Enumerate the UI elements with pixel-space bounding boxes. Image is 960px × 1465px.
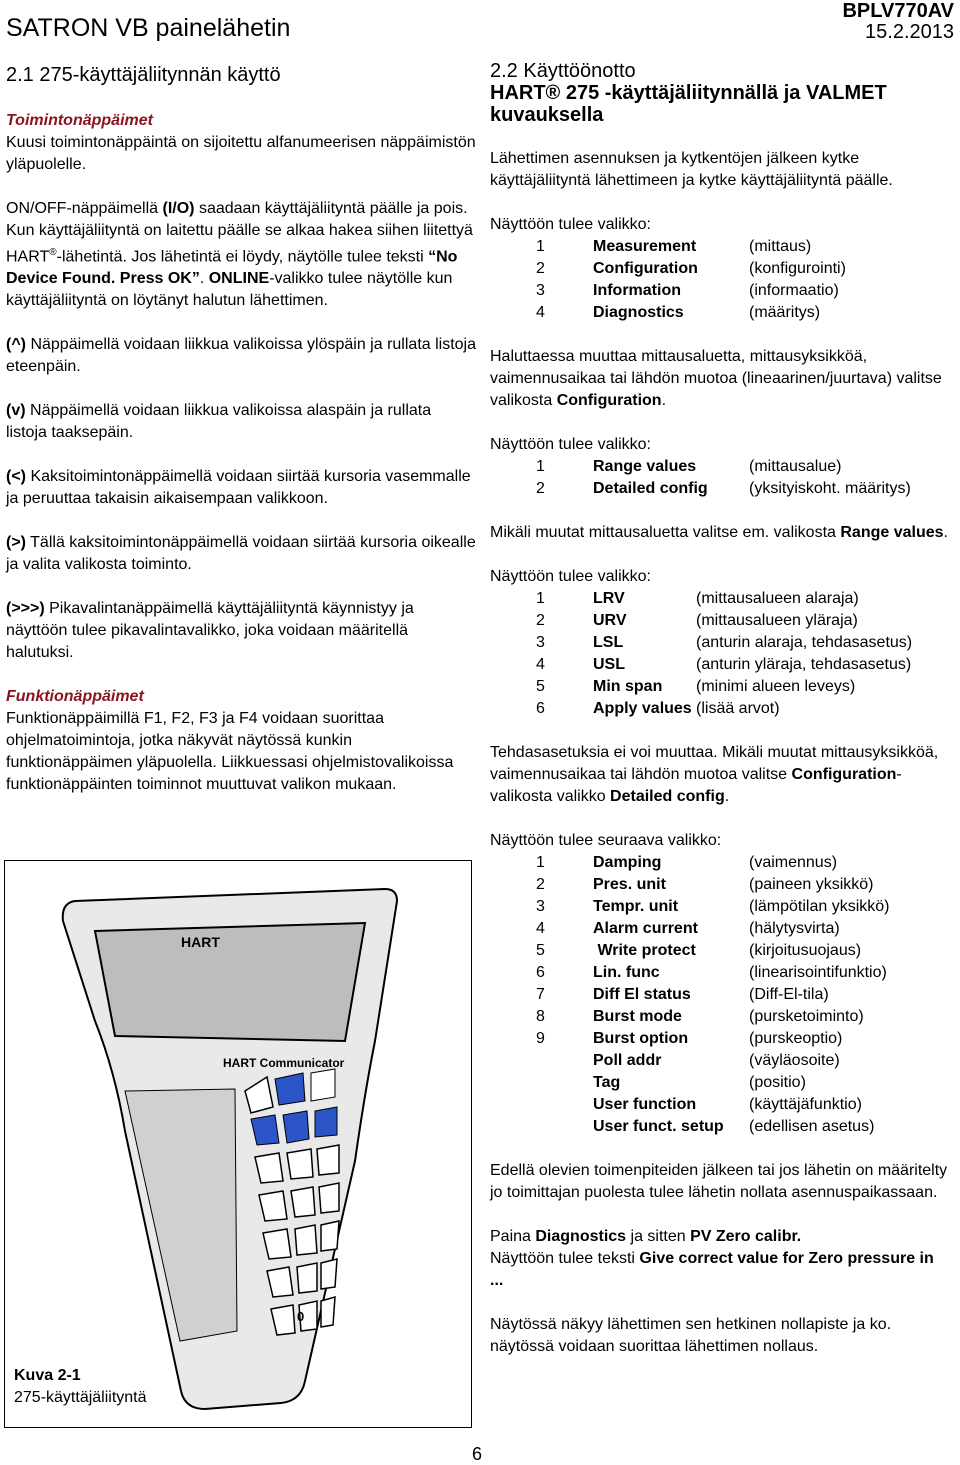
- menu-row: [536, 1116, 889, 1138]
- menu-row: [536, 896, 889, 918]
- menu-row-description: (informaatio): [749, 282, 839, 299]
- section-heading-2-1: 2.1 275-käyttäjäliitynnän käyttö: [6, 64, 281, 86]
- menu-row-description: (konfigurointi): [749, 260, 846, 277]
- menu-row-item: Diff El status: [593, 986, 691, 1003]
- menu-main: [536, 236, 846, 324]
- menu-row-item: Write protect: [593, 942, 696, 959]
- figure-hart-communicator: [4, 860, 472, 1428]
- menu-row: [536, 1028, 889, 1050]
- menu-row-description: (kirjoitusuojaus): [749, 942, 862, 959]
- document-code: BPLV770AV: [842, 0, 954, 22]
- menu4-intro: Näyttöön tulee seuraava valikko:: [490, 832, 722, 849]
- menu-row-description: (lisää arvot): [696, 700, 780, 717]
- menu-row-number: [536, 1094, 593, 1116]
- menu-row-description: (vaimennus): [749, 854, 838, 871]
- paragraph-left-key: (<) Kaksitoimintonäppäimellä voidaan siirtää kursoria vasemmalle ja peruuttaa takaisin aikaisempaan valikkoon.: [6, 468, 471, 508]
- menu-row-item: LSL: [593, 634, 624, 651]
- menu-row: [536, 588, 912, 610]
- menu-row-item: Poll addr: [593, 1052, 662, 1069]
- menu-row-description: (väyläosoite): [749, 1052, 840, 1069]
- menu-row: [536, 984, 889, 1006]
- menu-row-number: 4: [536, 304, 545, 321]
- menu-row-description: (mittausalueen alaraja): [696, 590, 859, 607]
- menu-row-item: LRV: [593, 590, 625, 607]
- menu-row: [536, 236, 846, 258]
- paragraph-diagnostics: Paina Diagnostics ja sitten PV Zero calibr. Näyttöön tulee teksti Give correct value for Zero pressure in ...: [490, 1228, 934, 1289]
- paragraph-install: Lähettimen asennuksen ja kytkentöjen jälkeen kytke käyttäjäliityntä lähettimeen ja kytke käyttäjäliityntä päälle.: [490, 150, 893, 189]
- menu-row: [536, 302, 846, 324]
- page-title: SATRON VB painelähetin: [6, 14, 291, 42]
- menu-row-description: (mittausalue): [749, 458, 842, 475]
- menu-row-item: User function: [593, 1096, 697, 1113]
- menu-row: [536, 258, 846, 280]
- menu-row-description: (Diff-El-tila): [749, 986, 829, 1003]
- paragraph-zero: Näytössä näkyy lähettimen sen hetkinen nollapiste ja ko. näytössä voidaan suorittaa lähettimen nollaus.: [490, 1316, 892, 1355]
- menu-row: [536, 478, 911, 500]
- menu-row-number: 5: [536, 942, 545, 959]
- device-label: HART Communicator: [223, 1056, 345, 1070]
- menu-row: [536, 1094, 889, 1116]
- subheading-f-keys: Funktionäppäimet: [6, 688, 144, 706]
- menu-row-number: 1: [536, 458, 545, 475]
- menu-row-number: 1: [536, 854, 545, 871]
- menu-row: [536, 874, 889, 896]
- menu-row: [536, 610, 912, 632]
- paragraph-configuration: Haluttaessa muuttaa mittausaluetta, mittausyksikköä, vaimennusaikaa tai lähdön muotoa (lineaarinen/juurtava) valitse valikosta Configuration.: [490, 348, 942, 409]
- menu-row-number: 1: [536, 590, 545, 607]
- menu3-intro: Näyttöön tulee valikko:: [490, 568, 651, 585]
- menu-detailed-config: [536, 852, 889, 1138]
- menu-row: [536, 918, 889, 940]
- svg-text:0: 0: [297, 1309, 305, 1324]
- menu-row-number: 2: [536, 480, 545, 497]
- document-date: 15.2.2013: [865, 21, 954, 43]
- menu-row-item: User funct. setup: [593, 1118, 724, 1135]
- menu-row-number: 5: [536, 678, 545, 695]
- menu-row-number: 3: [536, 282, 545, 299]
- menu-row: [536, 280, 846, 302]
- menu-row-item: Burst mode: [593, 1008, 682, 1025]
- menu-row-number: 3: [536, 898, 545, 915]
- menu-row: [536, 1050, 889, 1072]
- menu-row-description: (pursketoiminto): [749, 1008, 864, 1025]
- menu-row-item: Alarm current: [593, 920, 698, 937]
- menu-row-number: 6: [536, 964, 545, 981]
- menu1-intro: Näyttöön tulee valikko:: [490, 216, 651, 233]
- paragraph-hotkey: (>>>) Pikavalintanäppäimellä käyttäjäliityntä käynnistyy ja näyttöön tulee pikavalintavalikko, joka voidaan määritellä halutuksi.: [6, 600, 414, 662]
- menu-row-number: 4: [536, 656, 545, 673]
- menu-row-description: (positio): [749, 1074, 806, 1091]
- menu-row-item: Diagnostics: [593, 304, 684, 321]
- menu-row-item: URV: [593, 612, 627, 629]
- paragraph-detailed: Tehdasasetuksia ei voi muuttaa. Mikäli muutat mittausyksikköä, vaimennusaikaa tai lähdön muotoa valitse Configuration-valikosta valikko Detailed config.: [490, 744, 939, 805]
- menu-row-item: Tag: [593, 1074, 621, 1091]
- menu-row-number: 1: [536, 238, 545, 255]
- figure-caption: Kuva 2-1 275-käyttäjäliityntä: [14, 1367, 147, 1406]
- menu-row-description: (lämpötilan yksikkö): [749, 898, 890, 915]
- menu-row-number: 9: [536, 1030, 545, 1047]
- menu-row-description: (anturin yläraja, tehdasasetus): [696, 656, 912, 673]
- menu-row-description: (hälytysvirta): [749, 920, 840, 937]
- menu-row: [536, 1072, 889, 1094]
- section-subheading-hart: HART® 275 -käyttäjäliitynnällä ja VALMET kuvauksella: [490, 82, 887, 126]
- menu-row-item: Detailed config: [593, 480, 708, 497]
- paragraph-f-keys: Funktionäppäimillä F1, F2, F3 ja F4 voidaan suorittaa ohjelmatoimintoja, jotka näkyvät näytössä kunkin funktionäppäimen yläpuolella. Liikkuessasi ohjelmistovalikoissa funktionäppäinten toiminnot muuttuvat valikon mukaan.: [6, 710, 454, 794]
- menu-row-number: 2: [536, 612, 545, 629]
- paragraph-up-key: (^) Näppäimellä voidaan liikkua valikoissa ylöspäin ja rullata listoja eteenpäin.: [6, 336, 477, 376]
- menu-row-description: (yksityiskoht. määritys): [749, 480, 911, 497]
- menu-row-description: (linearisointifunktio): [749, 964, 887, 981]
- menu-row-number: 3: [536, 634, 545, 651]
- menu-row-number: 2: [536, 260, 545, 277]
- paragraph-reset: Edellä olevien toimenpiteiden jälkeen tai jos lähetin on määritelty jo toimittajan puolesta tulee lähetin nollata asennuspaikassaan.: [490, 1162, 948, 1201]
- menu-row-item: Pres. unit: [593, 876, 666, 893]
- menu-row-item: Configuration: [593, 260, 698, 277]
- menu-row-number: [536, 1050, 593, 1072]
- menu-row: [536, 962, 889, 984]
- menu-row-description: (määritys): [749, 304, 821, 321]
- menu-row-description: (purskeoptio): [749, 1030, 843, 1047]
- menu-row: [536, 1006, 889, 1028]
- menu-row-item: Damping: [593, 854, 662, 871]
- menu-row-number: 8: [536, 1008, 545, 1025]
- menu-row: [536, 940, 889, 962]
- paragraph-function-keys: Kuusi toimintonäppäintä on sijoitettu alfanumeerisen näppäimistön yläpuolelle.: [6, 134, 476, 173]
- section-heading-2-2: 2.2 Käyttöönotto: [490, 60, 636, 82]
- menu-row-number: 6: [536, 700, 545, 717]
- menu-row-item: Tempr. unit: [593, 898, 679, 915]
- menu-row: [536, 632, 912, 654]
- menu-row-description: (mittaus): [749, 238, 812, 255]
- menu-row-description: (käyttäjäfunktio): [749, 1096, 862, 1113]
- menu-row-item: Measurement: [593, 238, 697, 255]
- menu-row: [536, 852, 889, 874]
- left-column: [6, 64, 476, 796]
- menu-row-number: [536, 1116, 593, 1138]
- menu-row-number: 4: [536, 920, 545, 937]
- menu-row-item: Burst option: [593, 1030, 689, 1047]
- menu-row-description: (anturin alaraja, tehdasasetus): [696, 634, 913, 651]
- menu-row-description: (paineen yksikkö): [749, 876, 874, 893]
- hart-logo: HART: [181, 934, 220, 950]
- paragraph-down-key: (v) Näppäimellä voidaan liikkua valikoissa alaspäin ja rullata listoja taaksepäin.: [6, 402, 432, 442]
- menu-row: [536, 456, 911, 478]
- page-number: 6: [472, 1444, 483, 1464]
- paragraph-right-key: (>) Tällä kaksitoimintonäppäimellä voidaan siirtää kursoria oikealle ja valita valikosta toiminto.: [6, 534, 476, 574]
- right-column: [490, 60, 950, 1358]
- menu2-intro: Näyttöön tulee valikko:: [490, 436, 651, 453]
- menu-row-description: (minimi alueen leveys): [696, 678, 856, 695]
- paragraph-range: Mikäli muutat mittausaluetta valitse em. valikosta Range values.: [490, 524, 948, 541]
- menu-row-item: USL: [593, 656, 625, 673]
- hart-communicator-drawing: [5, 861, 471, 1427]
- menu-row-item: Information: [593, 282, 681, 299]
- menu-row-number: 7: [536, 986, 545, 1003]
- menu-row-description: (mittausalueen yläraja): [696, 612, 858, 629]
- menu-row-item: Lin. func: [593, 964, 660, 981]
- menu-row: [536, 676, 912, 698]
- paragraph-on-off: ON/OFF-näppäimellä (I/O) saadaan käyttäjäliityntä päälle ja pois. Kun käyttäjäliityntä on laitettu päälle se alkaa hakea siihen liitettyä HART®-lähetintä. Jos lähetintä ei löydy, näytölle tulee teksti “No Device Found. Press OK”. ONLINE-valikko tulee näytölle kun käyttäjäliityntä on löytänyt halutun lähettimen.: [6, 200, 473, 310]
- menu-row: [536, 654, 912, 676]
- menu-row-number: 2: [536, 876, 545, 893]
- menu-row-item: Apply values: [593, 700, 692, 717]
- menu-row-item: Min span: [593, 678, 663, 695]
- menu-range-values: [536, 588, 912, 720]
- menu-row-item: Range values: [593, 458, 697, 475]
- menu-row: [536, 698, 912, 720]
- subheading-function-keys: Toimintonäppäimet: [6, 112, 153, 129]
- menu-row-number: [536, 1072, 593, 1094]
- menu-row-description: (edellisen asetus): [749, 1118, 875, 1135]
- menu-configuration: [536, 456, 911, 500]
